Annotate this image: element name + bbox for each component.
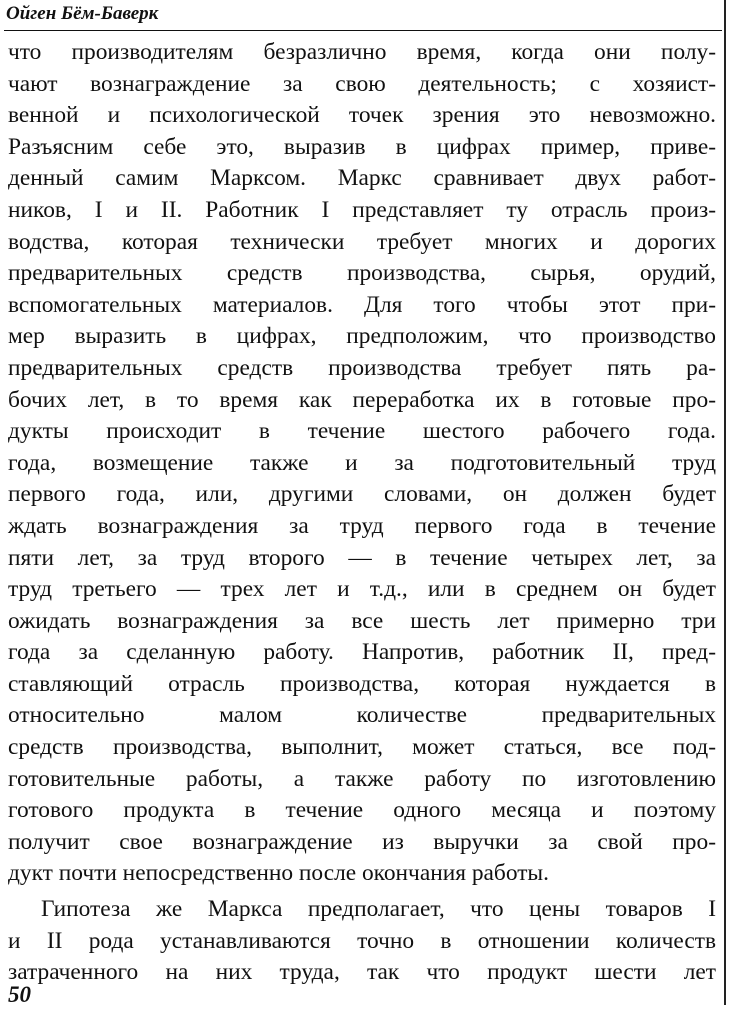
text-line: пяти лет, за труд второго — в течение четырех лет, за — [8, 544, 716, 571]
running-head: Ойген Бём-Баверк — [6, 3, 159, 24]
text-line: водства, которая технически требует многих и дорогих — [8, 228, 716, 255]
text-line: венной и психологической точек зрения это невозможно. — [8, 102, 716, 129]
text-line: предварительных средств производства, сырья, орудий, — [8, 260, 716, 287]
text-line: мер выразить в цифрах, предположим, что производство — [8, 323, 716, 350]
paragraph-1 — [8, 37, 716, 890]
text-line: относительно малом количестве предварительных — [8, 702, 716, 729]
body-text — [8, 37, 716, 989]
text-line: ников, I и II. Работник I представляет ту отрасль произ- — [8, 196, 716, 223]
text-line: ждать вознаграждения за труд первого года в течение — [8, 512, 716, 539]
text-line: года за сделанную работу. Напротив, работник II, пред- — [8, 639, 716, 666]
text-line: готового продукта в течение одного месяца и поэтому — [8, 797, 716, 824]
text-line: дукт почти непосредственно после окончания работы. — [8, 860, 549, 887]
text-line: затраченного на них труда, так что продукт шести лет — [8, 959, 716, 986]
paragraph-2 — [8, 894, 716, 989]
text-line: и II рода устанавливаются точно в отношении количеств — [8, 927, 716, 954]
text-line: бочих лет, в то время как переработка их в готовые про- — [8, 386, 716, 413]
page-number: 50 — [8, 982, 31, 1007]
text-line: года, возмещение также и за подготовительный труд — [8, 449, 716, 476]
text-line: ожидать вознаграждения за все шесть лет примерно три — [8, 607, 716, 634]
text-line: первого года, или, другими словами, он должен будет — [8, 481, 716, 508]
text-line: Разъясним себе это, выразив в цифрах пример, приве- — [8, 133, 716, 160]
text-line: Гипотеза же Маркса предполагает, что цены товаров I — [41, 896, 716, 923]
text-line: средств производства, выполнит, может статься, все под- — [8, 734, 716, 761]
text-line: дукты происходит в течение шестого рабочего года. — [8, 418, 716, 445]
text-line: денный самим Марксом. Маркс сравнивает двух работ- — [8, 165, 716, 192]
text-line: получит свое вознаграждение из выручки за свой про- — [8, 828, 716, 855]
text-line: вспомогательных материалов. Для того чтобы этот при- — [8, 291, 716, 318]
page-header — [4, 0, 722, 31]
text-line: ставляющий отрасль производства, которая нуждается в — [8, 670, 716, 697]
text-line: труд третьего — трех лет и т.д., или в среднем он будет — [8, 576, 716, 603]
text-line: готовительные работы, а также работу по изготовлению — [8, 765, 716, 792]
text-line: что производителям безразлично время, когда они полу- — [8, 39, 716, 65]
text-line: предварительных средств производства требует пять ра- — [8, 354, 716, 381]
page-edge-rule — [724, 0, 726, 1005]
text-line: чают вознаграждение за свою деятельность; с хозяист- — [8, 70, 716, 97]
